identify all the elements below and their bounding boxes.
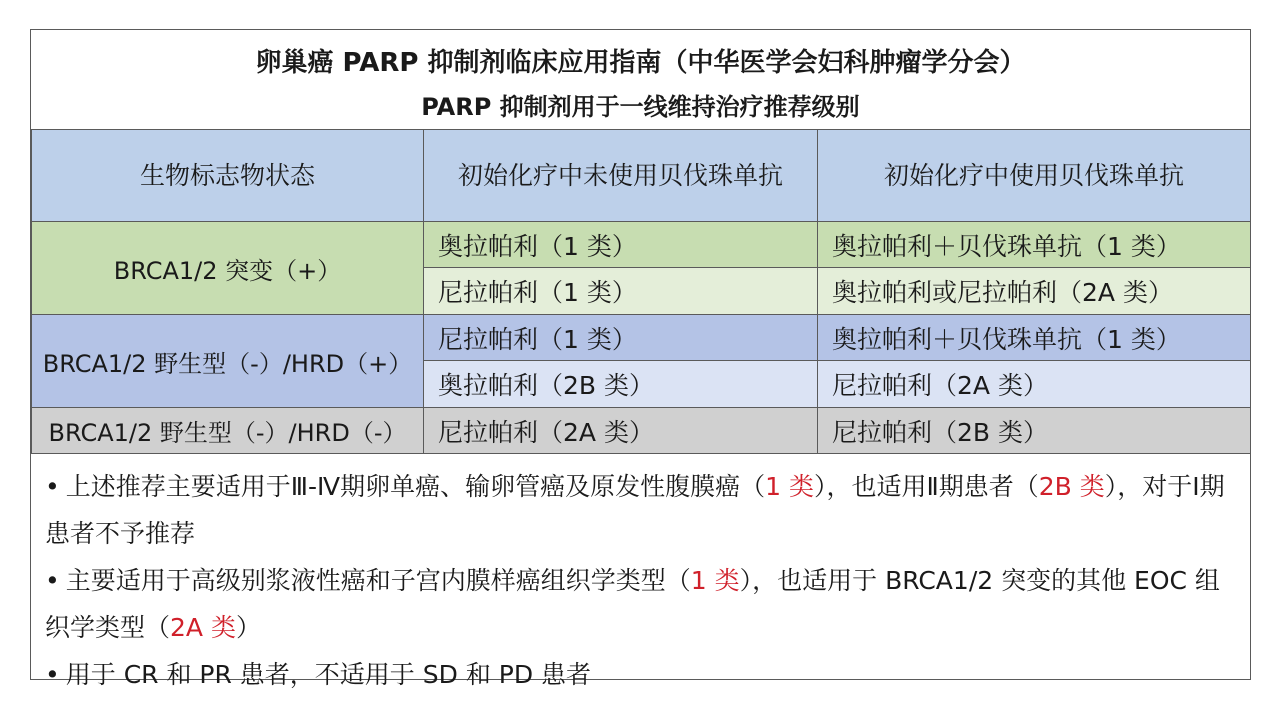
biomarker-brca-wildtype-hrd-pos: BRCA1/2 野生型（-）/HRD（+） (32, 315, 424, 408)
table-cell: 尼拉帕利（1 类） (424, 315, 818, 361)
table-cell: 尼拉帕利（2A 类） (818, 361, 1251, 408)
note-text: ），也适用于 BRCA1/2 突变的其他 EOC 组织学类型（ (45, 566, 1220, 642)
title-block (31, 30, 1250, 130)
bullet-icon: • (45, 566, 60, 595)
note-text: ），也适用Ⅱ期患者（ (813, 472, 1039, 501)
document-frame (30, 29, 1251, 689)
recommendation-table (31, 129, 1251, 454)
table-row (32, 408, 1251, 454)
note-text: ） (235, 613, 261, 642)
note-item (45, 651, 1238, 698)
header-no-bevacizumab: 初始化疗中未使用贝伐珠单抗 (424, 130, 818, 222)
table-cell: 奥拉帕利＋贝伐珠单抗（1 类） (818, 222, 1251, 268)
table-cell: 奥拉帕利或尼拉帕利（2A 类） (818, 268, 1251, 315)
biomarker-brca-wildtype-hrd-neg: BRCA1/2 野生型（-）/HRD（-） (32, 408, 424, 454)
table-cell: 尼拉帕利（1 类） (424, 268, 818, 315)
note-grade: 2B 类 (1038, 472, 1105, 501)
note-grade: 2A 类 (170, 613, 236, 642)
note-text: 上述推荐主要适用于Ⅲ-Ⅳ期卵单癌、输卵管癌及原发性腹膜癌（ (65, 472, 766, 501)
header-with-bevacizumab: 初始化疗中使用贝伐珠单抗 (818, 130, 1251, 222)
note-grade: 1 类 (690, 566, 740, 595)
note-item (45, 463, 1238, 557)
subtitle: PARP 抑制剂用于一线维持治疗推荐级别 (421, 93, 860, 121)
biomarker-brca-mutant: BRCA1/2 突变（+） (32, 222, 424, 315)
table-cell: 奥拉帕利（1 类） (424, 222, 818, 268)
header-biomarker: 生物标志物状态 (32, 130, 424, 222)
table-cell: 奥拉帕利（2B 类） (424, 361, 818, 408)
note-text: ），对于Ⅰ期患者不予推荐 (45, 472, 1225, 548)
main-title: 卵巢癌 PARP 抑制剂临床应用指南（中华医学会妇科肿瘤学分会） (255, 48, 1026, 78)
bullet-icon: • (45, 660, 60, 689)
table-row (32, 222, 1251, 268)
note-item (45, 557, 1238, 651)
note-grade: 1 类 (765, 472, 814, 501)
table-cell: 尼拉帕利（2A 类） (424, 408, 818, 454)
table-cell: 尼拉帕利（2B 类） (818, 408, 1251, 454)
note-text: 用于 CR 和 PR 患者，不适用于 SD 和 PD 患者 (65, 660, 592, 689)
table-header-row (32, 130, 1251, 222)
table-row (32, 315, 1251, 361)
notes-section (31, 463, 1250, 698)
bullet-icon: • (45, 472, 60, 501)
table-cell: 奥拉帕利＋贝伐珠单抗（1 类） (818, 315, 1251, 361)
note-text: 主要适用于高级别浆液性癌和子宫内膜样癌组织学类型（ (65, 566, 691, 595)
